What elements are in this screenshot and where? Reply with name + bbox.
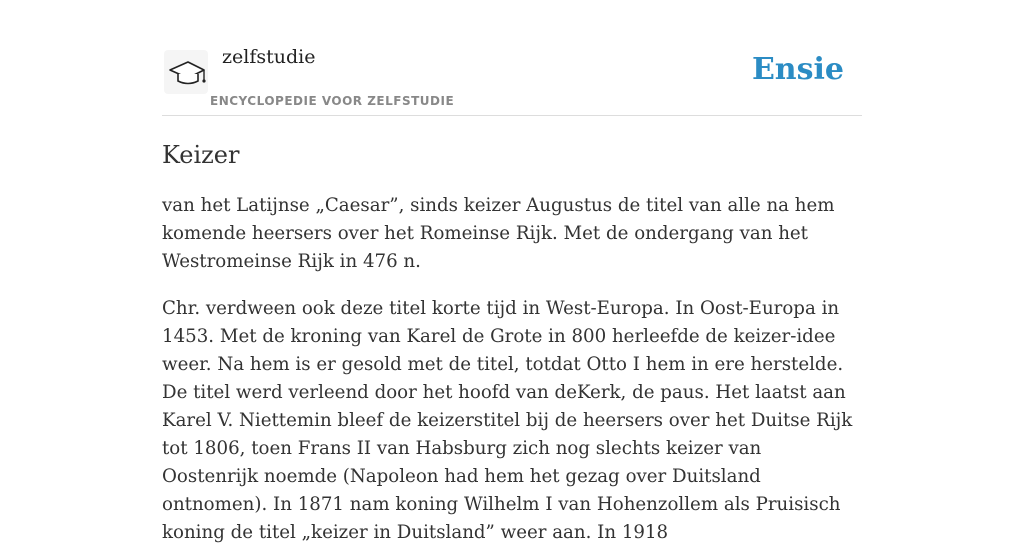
article-paragraph: Chr. verdween ook deze titel korte tijd in West-Europa. In Oost-Europa in 1453. Met de kroning van Karel de Grote in 800 herleefde de keizer-idee weer. Na hem is er gesold met de titel, totdat Otto I hem in ere herstelde. De titel werd verleend door het hoofd van deKerk, de paus. Het laatst aan Karel V. Niettemin bleef de keizerstitel bij de heersers over het Duitse Rijk tot 1806, toen Frans II van Habsburg zich nog slechts keizer van Oostenrijk noemde (Napoleon had hem het gezag over Duitsland ontnomen). In 1871 nam koning Wilhelm I van Hohenzollem als Pruisisch koning de titel „keizer in Duitsland” weer aan. In 1918: [162, 298, 853, 543]
site-logo[interactable]: [164, 50, 208, 94]
graduation-cap-icon: [164, 50, 208, 94]
site-header: [162, 0, 862, 116]
ensie-brand-link[interactable]: Ensie: [751, 52, 844, 87]
article-title: Keizer: [162, 141, 240, 169]
page-container: [162, 0, 862, 547]
article-paragraph: van het Latijnse „Caesar”, sinds keizer Augustus de titel van alle na hem komende heersers over het Romeinse Rijk. Met de ondergang van het Westromeinse Rijk in 476 n.: [162, 195, 835, 272]
site-name[interactable]: zelfstudie: [222, 46, 316, 68]
site-tagline: ENCYCLOPEDIE VOOR ZELFSTUDIE: [210, 94, 455, 108]
